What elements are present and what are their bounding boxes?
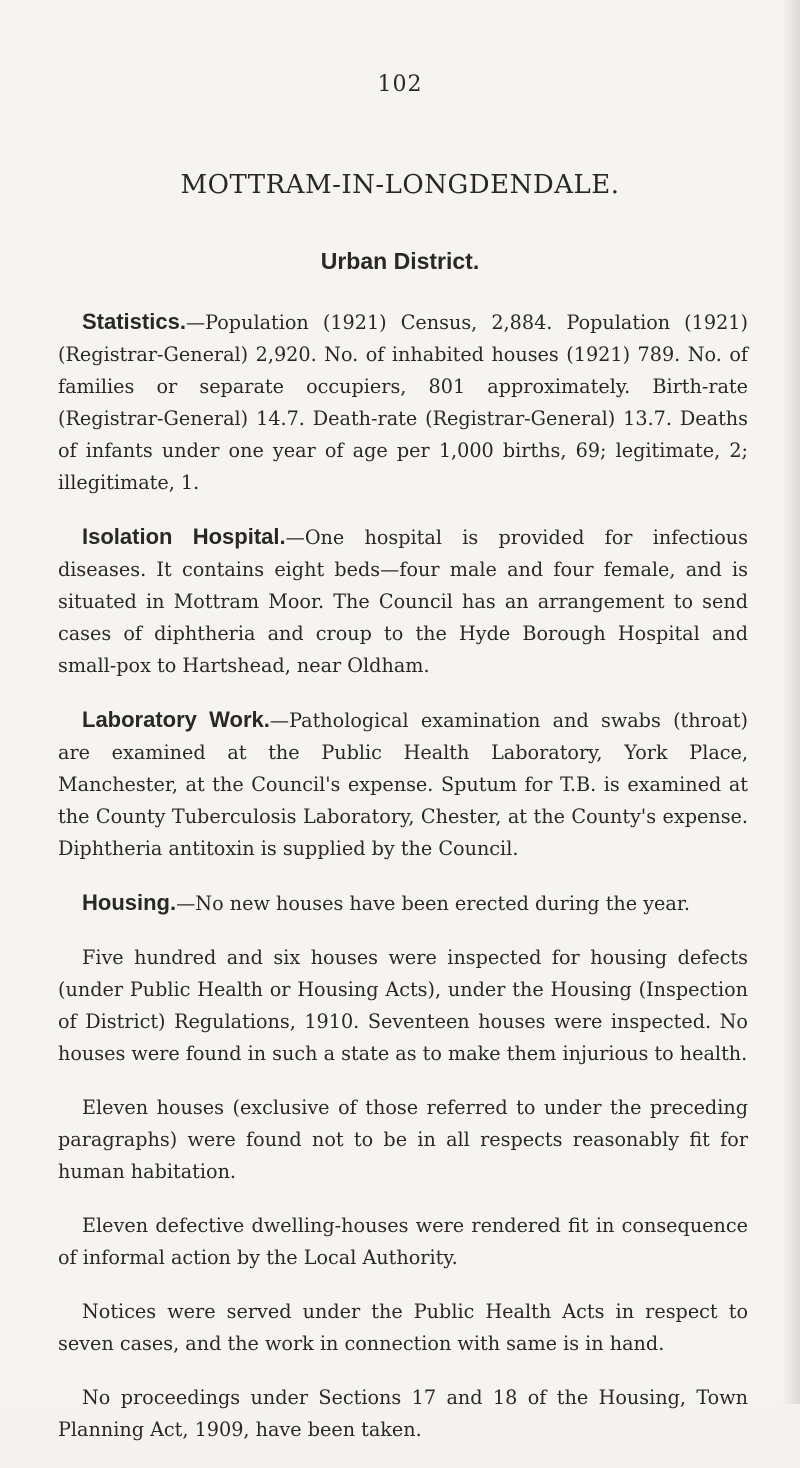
- housing-rendered-fit-paragraph: Eleven defective dwelling-houses were rendered fit in consequence of informal action by the Local Authority.: [58, 1214, 748, 1269]
- district-heading: Urban District.: [320, 248, 480, 274]
- laboratory-text: —Pathological examination and swabs (throat) are examined at the Public Health Laboratory, York Place, Manchester, at the Council's expense. Sputum for T.B. is examined at the County Tuberculosis Laboratory, Chester, at the County's expense. Diphtheria antitoxin is supplied by the Council.: [58, 709, 748, 860]
- statistics-text: —Population (1921) Census, 2,884. Population (1921) (Registrar-General) 2,920. No. of inhabited houses (1921) 789. No. of families or separate occupiers, 801 approximately. Birth-rate (Registrar-General) 14.7. Death-rate (Registrar-General) 13.7. Deaths of infants under one year of age per 1,000 births, 69; legitimate, 2; illegitimate, 1.: [58, 311, 748, 494]
- isolation-text: —One hospital is provided for infectious diseases. It contains eight beds—four male and four female, and is situated in Mottram Moor. The Council has an arrangement to send cases of diphtheria and croup to the Hyde Borough Hospital and small-pox to Hartshead, near Oldham.: [58, 526, 748, 677]
- housing-unfit-paragraph: Eleven houses (exclusive of those referred to under the preceding paragraphs) were found not to be in all respects reasonably fit for human habitation.: [58, 1096, 748, 1183]
- place-title: MOTTRAM-IN-LONGDENDALE.: [180, 170, 620, 200]
- isolation-heading: Isolation Hospital.: [82, 524, 286, 549]
- statistics-paragraph: [58, 306, 748, 499]
- laboratory-paragraph: [58, 704, 748, 865]
- page-number: 102: [377, 72, 423, 97]
- laboratory-heading: Laboratory Work.: [82, 707, 270, 732]
- housing-notices-paragraph: Notices were served under the Public Health Acts in respect to seven cases, and the work in connection with same is in hand.: [58, 1300, 748, 1355]
- housing-proceedings-paragraph: No proceedings under Sections 17 and 18 of the Housing, Town Planning Act, 1909, have been taken.: [58, 1386, 748, 1441]
- report-body: [58, 306, 748, 1468]
- housing-paragraph: [58, 887, 748, 920]
- housing-heading: Housing.: [82, 890, 177, 915]
- statistics-heading: Statistics.: [82, 309, 186, 334]
- isolation-paragraph: [58, 521, 748, 682]
- housing-text: —No new houses have been erected during the year.: [176, 892, 691, 915]
- housing-inspection-paragraph: Five hundred and six houses were inspected for housing defects (under Public Health or Housing Acts), under the Housing (Inspection of District) Regulations, 1910. Seventeen houses were inspected. No houses were found in such a state as to make them injurious to health.: [58, 946, 748, 1065]
- page-edge-shadow: [782, 0, 800, 1404]
